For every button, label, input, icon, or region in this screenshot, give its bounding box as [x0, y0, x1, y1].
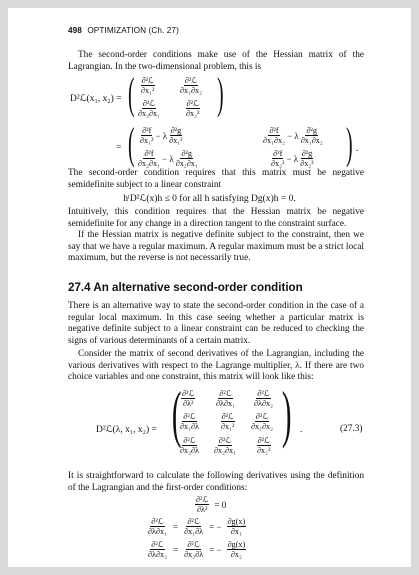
- eq3-a11-den: ∂λ²: [182, 399, 194, 408]
- eq4-l2-equals: =: [173, 522, 179, 533]
- eq1-r21-g-den: ∂x₂∂x₁: [175, 159, 198, 168]
- paragraph-intuition: Intuitively, this condition requires that the Hessian matrix be negative semidefinite for any change in a direction tangent to the constraint surface.: [68, 207, 364, 229]
- eq3-a33: [255, 436, 272, 455]
- eq3-left-paren: (: [171, 378, 182, 449]
- equation-number: (27.3): [340, 424, 363, 434]
- eq1-period: .: [356, 144, 359, 154]
- eq1-m22: [184, 99, 201, 118]
- eq4-l2c-den: ∂x₁: [230, 527, 242, 536]
- eq1-m12-num: ∂²ℒ: [184, 76, 198, 85]
- book-page: [8, 8, 411, 567]
- eq4-line2: [146, 517, 247, 536]
- eq4-line1: [194, 495, 226, 514]
- eq4-l2b-den: ∂x₁∂λ: [184, 527, 204, 536]
- eq3-a31-num: ∂²ℒ: [183, 436, 196, 445]
- eq1-m12-den: ∂x₁∂x₂: [180, 86, 202, 95]
- eq1-r12-lambda: − λ: [287, 131, 299, 142]
- eq1-lhs: D²ℒ(x₁, x₂) =: [70, 94, 122, 104]
- eq1-r12-f-num: ∂²f: [269, 126, 279, 135]
- paragraph-second-order: The second-order condition requires that this matrix must be negative semidefinite subject to a linear constraint: [68, 168, 364, 190]
- eq1-m22-den: ∂x₂²: [186, 109, 200, 118]
- running-title: OPTIMIZATION (Ch. 27): [87, 26, 179, 35]
- eq1-m21-den: ∂x₂∂x₁: [138, 109, 160, 118]
- paragraph-derivatives: It is straightforward to calculate the following derivatives using the definition of the Lagrangian and the first-order conditions:: [68, 471, 364, 493]
- eq4-l1-rhs: = 0: [214, 500, 227, 511]
- eq3-a23-den: ∂x₁∂x₂: [251, 422, 273, 431]
- eq4-l3a-num: ∂²ℒ: [151, 540, 164, 549]
- eq1-r11: [138, 126, 185, 145]
- eq4-l1-den: ∂λ²: [196, 505, 208, 514]
- eq3-a33-num: ∂²ℒ: [257, 436, 270, 445]
- eq3-a12-num: ∂²ℒ: [219, 389, 232, 398]
- eq3-a32-den: ∂x₂∂x₁: [214, 446, 236, 455]
- eq3-a32-num: ∂²ℒ: [218, 436, 232, 445]
- eq1-m21-num: ∂²ℒ: [142, 99, 156, 108]
- eq4-l1-num: ∂²ℒ: [196, 495, 209, 504]
- eq3-period: .: [300, 425, 303, 435]
- eq1-r11-f-num: ∂²f: [142, 126, 152, 135]
- paragraph-bordered-matrix: Consider the matrix of second derivatives of the Lagrangian, including the various derivatives with respect to the Lagrange multiplier, λ. If there are two choice variables and one constraint, this matrix will look like this:: [68, 349, 364, 383]
- eq4-l3-equals: =: [173, 545, 179, 556]
- eq3-right-paren: ): [281, 378, 292, 449]
- eq4-l2a-num: ∂²ℒ: [151, 517, 164, 526]
- eq4-l3b-num: ∂²ℒ: [187, 540, 200, 549]
- eq3-a21-num: ∂²ℒ: [183, 412, 196, 421]
- eq1-r12: [261, 126, 325, 145]
- eq4-l3a-den: ∂λ∂x₂: [148, 550, 168, 559]
- paragraph-alternative: There is an alternative way to state the second-order condition in the case of a regular local maximum. In this case seeing whether a particular matrix is negative definite subject to a linear constraint can be reduced to checking the signs of various determinants of a certain matrix.: [68, 301, 364, 346]
- eq1-r22-lambda: − λ: [286, 154, 299, 165]
- eq1-r21-f-num: ∂²f: [144, 149, 154, 158]
- paragraph-regular-maximum: If the Hessian matrix is negative definite subject to the constraint, then we say that we have a regular maximum. A regular maximum must be a strict local maximum, but the reverse is not necessarily true.: [68, 230, 364, 264]
- eq1-m11-num: ∂²ℒ: [141, 76, 154, 85]
- eq4-l2c-num: ∂g(x): [227, 517, 246, 526]
- eq4-l2a-den: ∂λ∂x₁: [148, 527, 168, 536]
- eq3-a22-num: ∂²ℒ: [221, 412, 234, 421]
- eq3-a11-num: ∂²ℒ: [182, 389, 195, 398]
- eq1-r21-f-den: ∂x₂∂x₁: [138, 159, 160, 168]
- eq1-right-paren-2: ): [346, 119, 353, 168]
- eq3-a32: [212, 436, 238, 455]
- eq3-a13-num: ∂²ℒ: [257, 389, 270, 398]
- eq1-r21-lambda: − λ: [162, 154, 174, 165]
- paragraph-hessian-intro: The second-order conditions make use of the Hessian matrix of the Lagrangian. In the two-dimensional problem, this is: [68, 50, 364, 72]
- eq1-right-paren: ): [217, 69, 224, 118]
- eq1-r22-f-den: ∂x₂²: [271, 159, 285, 168]
- eq1-left-paren-2: (: [128, 119, 135, 168]
- eq3-a11: [180, 389, 196, 408]
- eq1-m11-den: ∂x₁²: [141, 86, 155, 95]
- eq3-a23-num: ∂²ℒ: [255, 412, 269, 421]
- eq1-m22-num: ∂²ℒ: [186, 99, 199, 108]
- eq3-a21: [178, 412, 201, 431]
- eq4-l3c-num: ∂g(x): [227, 540, 246, 549]
- eq4-l3b-den: ∂x₂∂λ: [184, 550, 204, 559]
- eq4-l2b-num: ∂²ℒ: [187, 517, 200, 526]
- eq1-equals: =: [116, 143, 122, 153]
- eq1-r11-f-den: ∂x₁²: [140, 136, 154, 145]
- eq3-a13-den: ∂λ∂x₂: [254, 399, 274, 408]
- eq3-a23: [249, 412, 275, 431]
- eq1-r22: [269, 149, 316, 168]
- constraint-equation: hᵗD²ℒ(x)h ≤ 0 for all h satisfying Dg(x)h = 0.: [123, 194, 296, 204]
- eq1-r12-g-den: ∂x₁∂x₂: [300, 136, 323, 145]
- eq3-a21-den: ∂x₁∂λ: [180, 422, 200, 431]
- eq1-r22-g-den: ∂x₂²: [300, 159, 314, 168]
- eq3-lhs: D²ℒ(λ, x₁, x₂) =: [96, 425, 157, 435]
- eq4-l3c-den: ∂x₂: [230, 550, 242, 559]
- eq1-m11: [139, 76, 156, 95]
- eq1-r11-g-den: ∂x₁²: [169, 136, 183, 145]
- eq3-a31-den: ∂x₂∂λ: [180, 446, 200, 455]
- eq3-a12: [214, 389, 237, 408]
- eq1-r12-f-den: ∂x₁∂x₂: [263, 136, 285, 145]
- eq3-a22: [219, 412, 236, 431]
- eq4-l3-minus: = −: [209, 545, 222, 556]
- eq1-r12-g-num: ∂²g: [306, 126, 317, 135]
- eq1-left-paren: (: [128, 69, 135, 118]
- eq1-r11-g-num: ∂²g: [170, 126, 182, 135]
- eq3-a33-den: ∂x₂²: [257, 446, 271, 455]
- eq3-a22-den: ∂x₁²: [221, 422, 235, 431]
- page-number: 498: [68, 26, 82, 35]
- eq1-r22-f-num: ∂²f: [273, 149, 283, 158]
- section-heading: 27.4 An alternative second-order condition: [68, 281, 303, 294]
- eq3-a13: [252, 389, 275, 408]
- eq1-r22-g-num: ∂²g: [301, 149, 313, 158]
- eq4-l2-minus: = −: [209, 522, 222, 533]
- eq3-a12-den: ∂λ∂x₁: [216, 399, 236, 408]
- eq3-a31: [178, 436, 201, 455]
- eq1-r21: [136, 149, 200, 168]
- eq4-line3: [146, 540, 247, 559]
- eq1-m21: [136, 99, 162, 118]
- running-header: [68, 26, 179, 35]
- eq1-r21-g-num: ∂²g: [181, 149, 192, 158]
- eq1-r11-lambda: − λ: [155, 131, 168, 142]
- eq1-m12: [178, 76, 204, 95]
